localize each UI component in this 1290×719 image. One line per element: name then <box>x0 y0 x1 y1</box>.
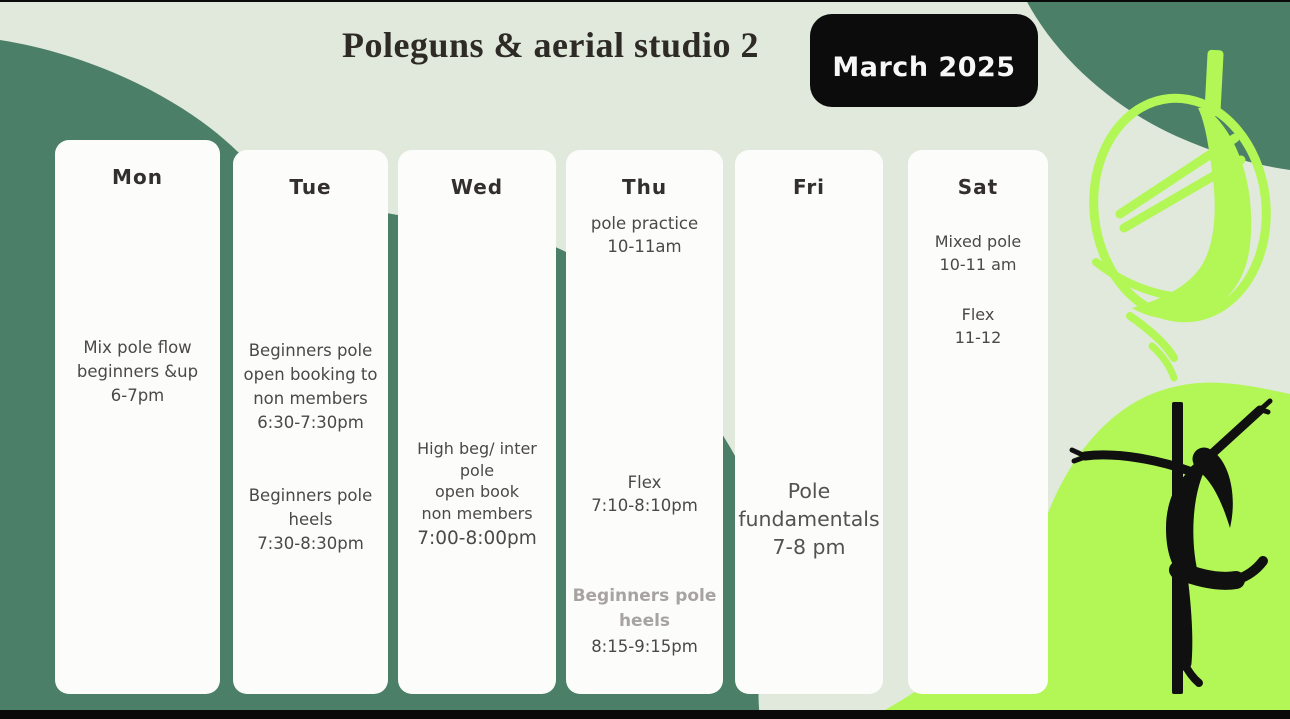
class-time: 10-11am <box>607 237 682 256</box>
class-entry <box>569 212 720 258</box>
day-label-mon: Mon <box>112 165 163 189</box>
class-entry <box>58 336 217 408</box>
page-title: Poleguns & aerial studio 2 <box>342 25 760 65</box>
day-label-tue: Tue <box>289 175 332 199</box>
class-line: open booking to <box>243 365 378 384</box>
class-line: Mix pole flow <box>83 338 192 357</box>
class-time: 10-11 am <box>939 255 1017 274</box>
class-entry <box>569 471 720 517</box>
class-entry <box>236 484 385 556</box>
class-line: fundamentals <box>738 507 880 531</box>
class-time: 7:30-8:30pm <box>257 534 364 553</box>
class-line: non members <box>421 503 533 523</box>
day-column-tue <box>233 150 388 694</box>
class-entry <box>569 584 720 659</box>
class-line: Mixed pole <box>934 232 1022 251</box>
class-time: 11-12 <box>954 328 1002 347</box>
day-label-wed: Wed <box>450 175 504 199</box>
day-column-fri <box>735 150 883 694</box>
class-line: Beginners pole <box>248 486 373 505</box>
class-line: open book <box>434 482 519 501</box>
class-entry <box>401 438 553 550</box>
day-label-sat: Sat <box>957 175 999 199</box>
day-column-mon <box>55 140 220 694</box>
day-label-fri: Fri <box>792 175 826 199</box>
class-line: Flex <box>627 473 662 492</box>
month-badge <box>810 14 1038 107</box>
day-column-wed <box>398 150 556 694</box>
class-line: Flex <box>961 305 995 324</box>
class-time: 7:10-8:10pm <box>591 496 698 515</box>
class-time: 6-7pm <box>110 386 165 405</box>
letterbox-top <box>0 0 1290 2</box>
class-entry <box>911 303 1045 349</box>
class-entry <box>738 477 880 561</box>
class-time: 7:00-8:00pm <box>417 528 537 549</box>
class-line: heels <box>288 510 333 529</box>
class-line: non members <box>253 389 368 408</box>
class-line: Beginners pole <box>572 586 717 606</box>
day-label-thu: Thu <box>621 175 668 199</box>
class-time: 8:15-9:15pm <box>591 637 698 656</box>
month-badge-label: March 2025 <box>832 52 1016 83</box>
class-time: 7-8 pm <box>772 535 846 559</box>
class-line: Pole <box>787 479 831 503</box>
class-line: beginners &up <box>76 362 199 381</box>
day-column-sat <box>908 150 1048 694</box>
class-entry <box>911 230 1045 276</box>
day-column-thu <box>566 150 723 694</box>
letterbox-bottom <box>0 710 1290 719</box>
class-line: heels <box>618 611 671 631</box>
class-entry <box>236 339 385 435</box>
class-line: pole practice <box>590 214 699 233</box>
class-line: Beginners pole <box>248 341 373 360</box>
class-time: 6:30-7:30pm <box>257 413 364 432</box>
class-line: High beg/ inter pole <box>417 439 537 480</box>
